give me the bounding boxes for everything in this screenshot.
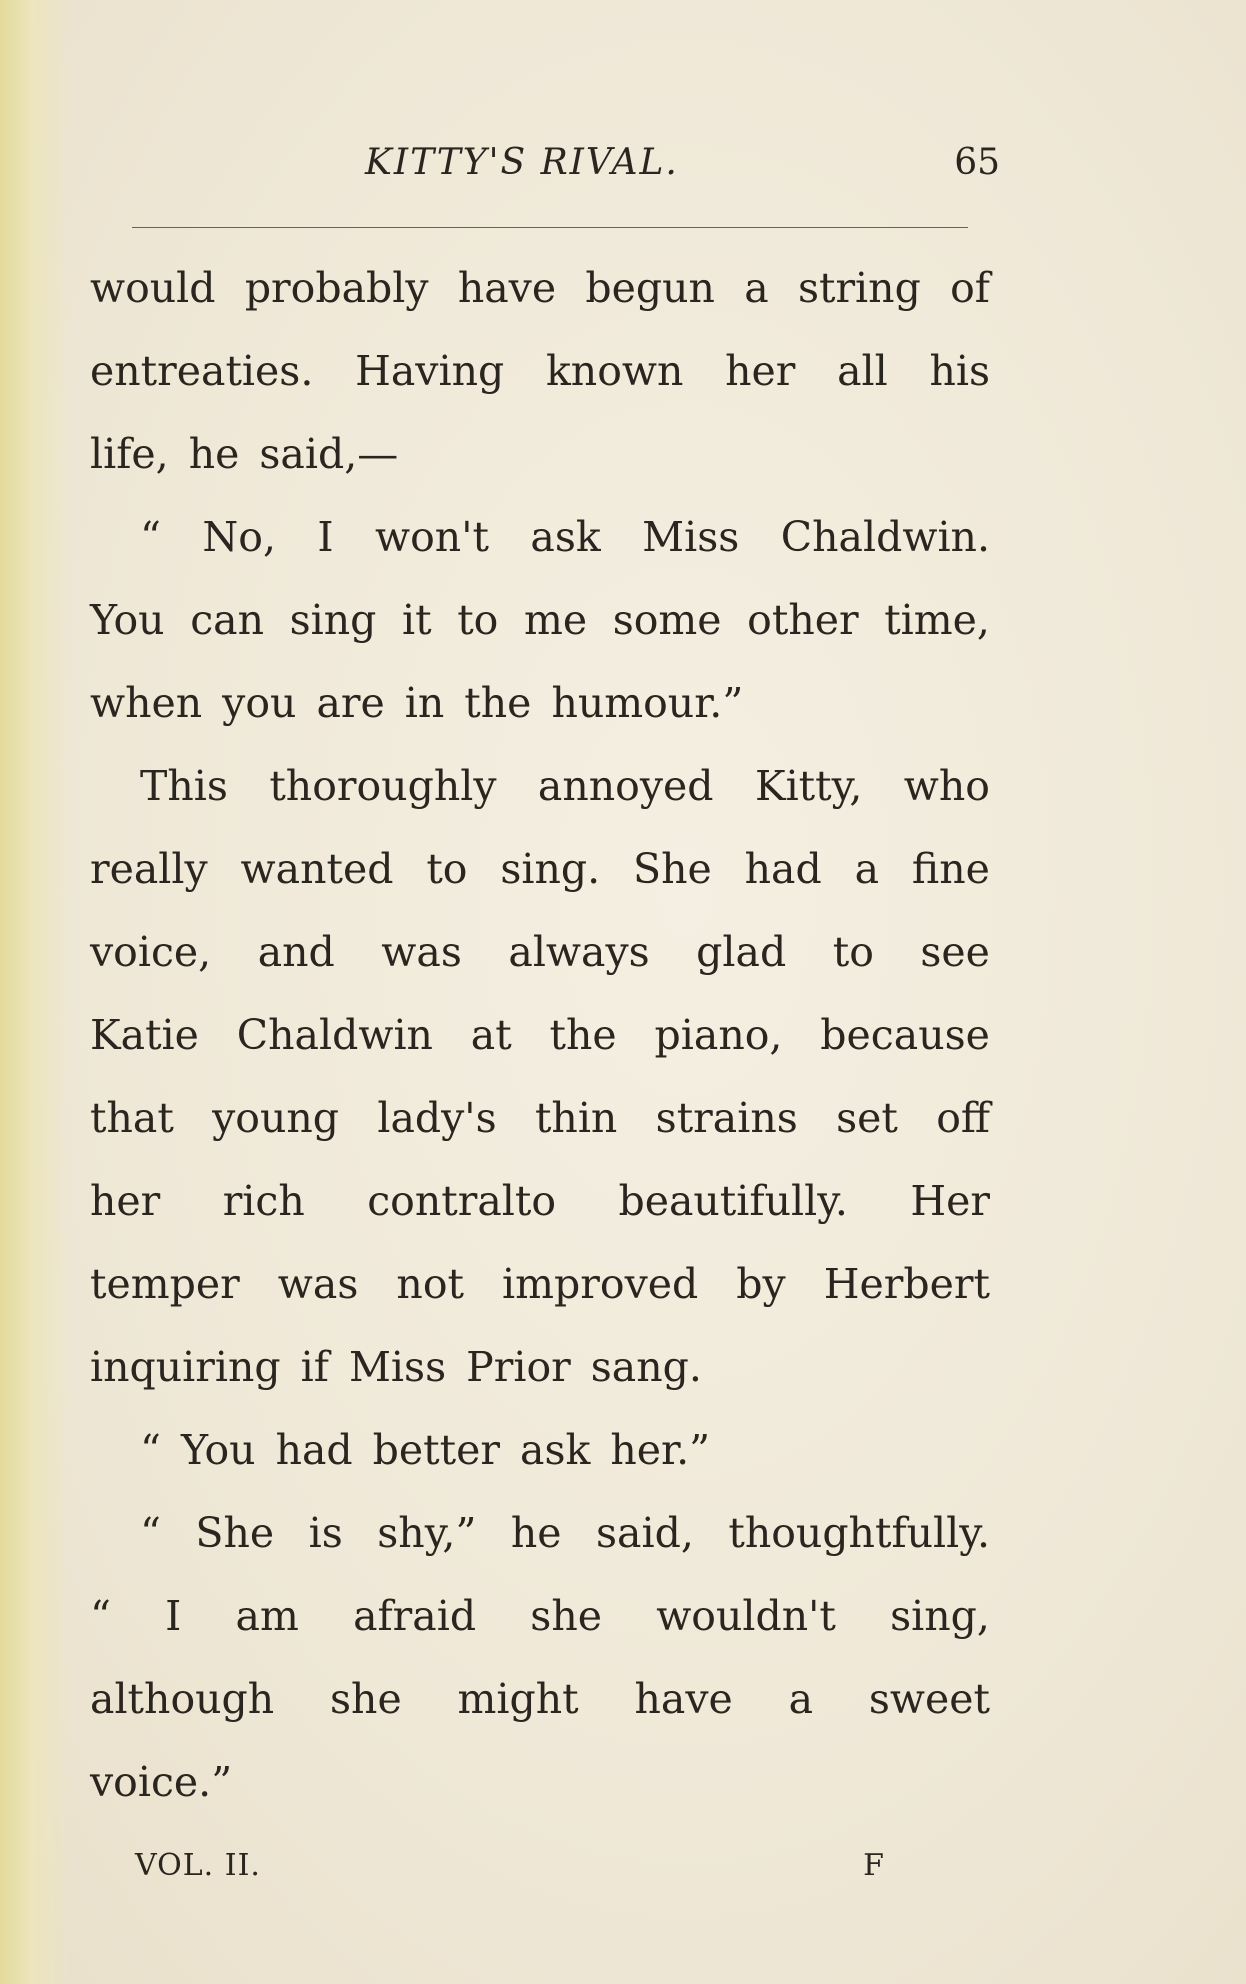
word: won't: [375, 513, 489, 561]
word: sing,: [890, 1592, 990, 1640]
word: ask: [530, 513, 601, 561]
word: sing: [289, 596, 377, 644]
word: are: [316, 679, 385, 727]
word: who: [903, 762, 990, 810]
word: other: [747, 596, 859, 644]
text-line: [90, 1168, 990, 1251]
text-line: [90, 1334, 990, 1417]
word: in: [404, 679, 445, 727]
word: beautifully.: [618, 1177, 848, 1225]
word: rich: [222, 1177, 305, 1225]
word: better: [372, 1426, 500, 1474]
word: She: [195, 1509, 275, 1557]
text-line: [90, 338, 990, 421]
text-line: [90, 1417, 990, 1500]
word: have: [634, 1675, 733, 1723]
word: You: [180, 1426, 256, 1474]
word: although: [90, 1675, 275, 1723]
word: to: [832, 928, 874, 976]
word: ask: [520, 1426, 591, 1474]
text-line: [90, 1085, 990, 1168]
word: Kitty,: [754, 762, 863, 810]
footer: [135, 1848, 885, 1888]
word: Miss: [348, 1343, 447, 1391]
word: because: [820, 1011, 990, 1059]
header-rule: [132, 227, 968, 228]
word: had: [275, 1426, 353, 1474]
word: to: [426, 845, 468, 893]
word: thoughtfully.: [728, 1509, 990, 1557]
word: This: [140, 762, 228, 810]
word: some: [612, 596, 722, 644]
text-line: [90, 1251, 990, 1334]
word: Having: [355, 347, 505, 395]
word: not: [396, 1260, 464, 1308]
word: Miss: [642, 513, 740, 561]
word: all: [837, 347, 888, 395]
word: to: [457, 596, 499, 644]
word: when: [90, 679, 203, 727]
word: that: [90, 1094, 174, 1142]
word: “: [140, 1426, 161, 1474]
word: temper: [90, 1260, 240, 1308]
word: Chaldwin.: [780, 513, 990, 561]
word: voice.”: [90, 1758, 233, 1806]
word: his: [929, 347, 990, 395]
text-line: [90, 670, 990, 753]
word: glad: [696, 928, 787, 976]
text-line: [90, 919, 990, 1002]
word: can: [190, 596, 264, 644]
word: always: [508, 928, 650, 976]
text-line: [90, 1002, 990, 1085]
word: a: [854, 845, 880, 893]
word: a: [788, 1675, 814, 1723]
word: of: [950, 264, 990, 312]
word: Herbert: [823, 1260, 990, 1308]
word: sang.: [590, 1343, 702, 1391]
word: have: [457, 264, 557, 312]
word: had: [744, 845, 822, 893]
binding-gutter: [0, 0, 70, 1984]
word: the: [464, 679, 532, 727]
word: said,—: [259, 430, 399, 478]
word: improved: [502, 1260, 699, 1308]
word: probably: [244, 264, 429, 312]
word: by: [736, 1260, 786, 1308]
word: am: [235, 1592, 299, 1640]
word: off: [936, 1094, 990, 1142]
word: “: [140, 1509, 161, 1557]
body-text: [90, 255, 990, 1832]
word: You: [90, 596, 165, 644]
word: thin: [534, 1094, 618, 1142]
text-line: [90, 1666, 990, 1749]
word: afraid: [353, 1592, 477, 1640]
word: voice,: [90, 928, 212, 976]
word: annoyed: [537, 762, 714, 810]
word: and: [257, 928, 335, 976]
word: “: [90, 1592, 111, 1640]
word: was: [277, 1260, 359, 1308]
page-number: 65: [954, 142, 1000, 183]
word: would: [90, 264, 216, 312]
word: begun: [585, 264, 715, 312]
word: might: [457, 1675, 579, 1723]
word: he: [510, 1509, 562, 1557]
word: Katie: [90, 1011, 199, 1059]
word: really: [90, 845, 208, 893]
word: set: [836, 1094, 898, 1142]
text-line: [90, 255, 990, 338]
word: at: [470, 1011, 512, 1059]
word: thoroughly: [269, 762, 497, 810]
volume-signature: VOL. II.: [135, 1848, 261, 1883]
running-title: KITTY'S RIVAL.: [365, 142, 679, 183]
word: piano,: [654, 1011, 783, 1059]
word: Chaldwin: [236, 1011, 433, 1059]
word: sing.: [500, 845, 601, 893]
word: her.”: [610, 1426, 711, 1474]
word: is: [308, 1509, 343, 1557]
text-line: [90, 1749, 990, 1832]
running-header: [90, 142, 1000, 192]
word: young: [212, 1094, 340, 1142]
word: wouldn't: [656, 1592, 836, 1640]
text-line: [90, 504, 990, 587]
word: he: [188, 430, 240, 478]
word: see: [920, 928, 990, 976]
word: contralto: [367, 1177, 557, 1225]
word: was: [381, 928, 462, 976]
word: shy,”: [377, 1509, 477, 1557]
text-line: [90, 753, 990, 836]
word: her: [725, 347, 796, 395]
word: lady's: [377, 1094, 497, 1142]
text-line: [90, 1500, 990, 1583]
word: humour.”: [551, 679, 744, 727]
word: the: [549, 1011, 617, 1059]
word: if: [300, 1343, 329, 1391]
word: She: [633, 845, 712, 893]
word: her: [90, 1177, 161, 1225]
word: Prior: [466, 1343, 571, 1391]
word: it: [402, 596, 432, 644]
text-line: [90, 587, 990, 670]
word: Her: [910, 1177, 990, 1225]
word: “: [140, 513, 161, 561]
word: said,: [596, 1509, 694, 1557]
word: I: [317, 513, 334, 561]
word: a: [744, 264, 769, 312]
word: string: [797, 264, 921, 312]
word: fine: [911, 845, 990, 893]
word: known: [545, 347, 684, 395]
text-line: [90, 1583, 990, 1666]
gathering-signature: F: [863, 1848, 885, 1883]
text-line: [90, 421, 990, 504]
word: wanted: [240, 845, 394, 893]
word: entreaties.: [90, 347, 314, 395]
text-line: [90, 836, 990, 919]
word: me: [523, 596, 588, 644]
word: time,: [884, 596, 990, 644]
word: strains: [655, 1094, 798, 1142]
word: she: [530, 1592, 602, 1640]
word: she: [330, 1675, 402, 1723]
word: sweet: [868, 1675, 990, 1723]
word: inquiring: [90, 1343, 281, 1391]
word: I: [165, 1592, 182, 1640]
word: life,: [90, 430, 169, 478]
word: No,: [202, 513, 276, 561]
word: you: [222, 679, 297, 727]
